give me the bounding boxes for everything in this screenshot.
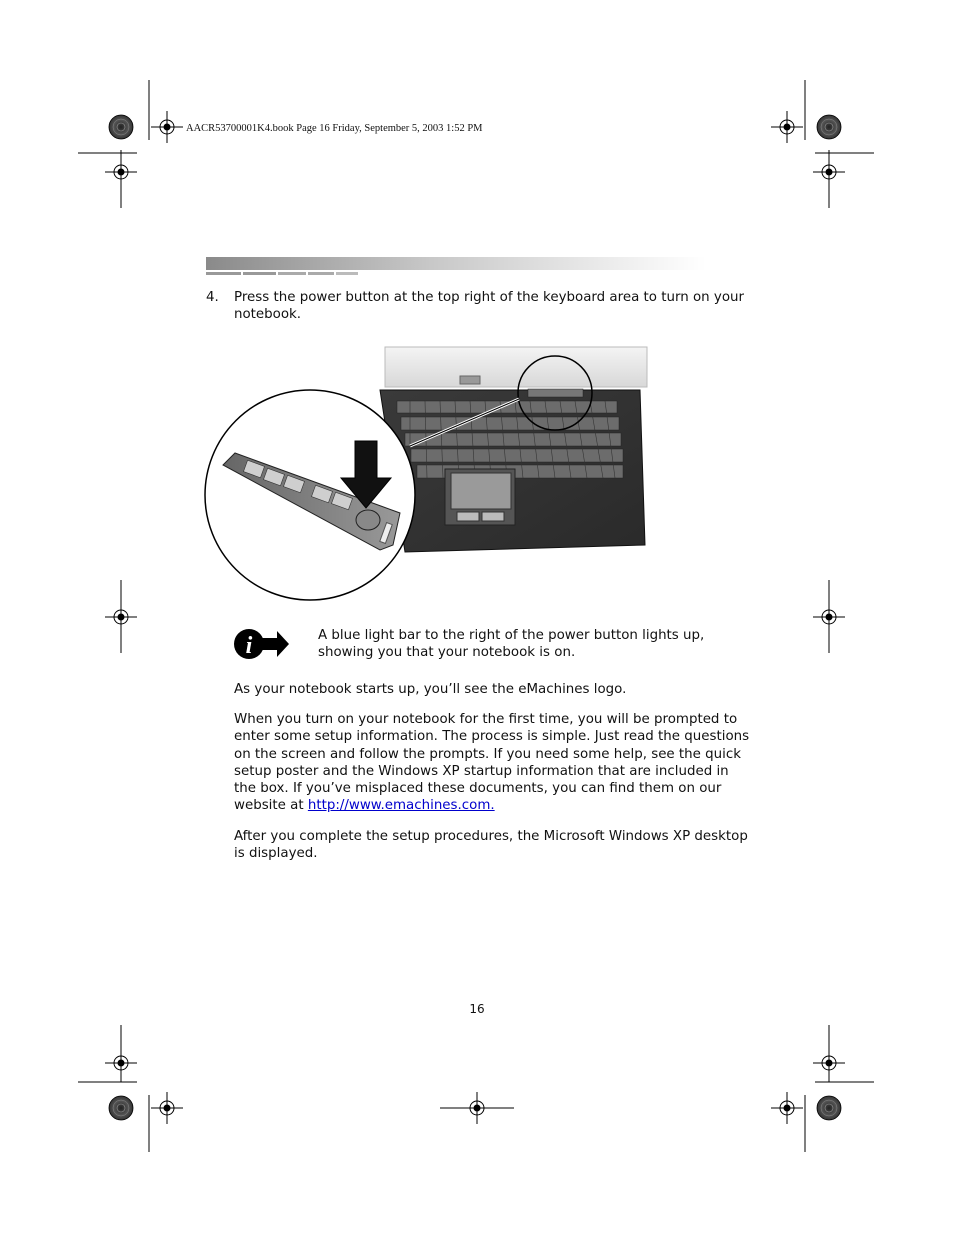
step-text: Press the power button at the top right of the keyboard area to turn on your notebook. <box>234 290 745 323</box>
note-text: A blue light bar to the right of the power button lights up, showing you that your notebook is on. <box>318 628 705 661</box>
paragraph-setup-text: When you turn on your notebook for the first time, you will be prompted to enter some setup information. The process is simple. Just read the questions on the screen and follow the prompts. If you need some help, see the quick setup poster and the Windows XP startup information that are included in the box. If you’ve misplaced these documents, you can find them on our website at <box>234 712 750 814</box>
emachines-website-link[interactable]: http://www.emachines.com. <box>307 798 495 814</box>
section-header-bar <box>206 257 706 277</box>
svg-text:i: i <box>245 633 253 659</box>
paragraph-setup <box>234 711 754 815</box>
power-button-illustration <box>205 345 655 605</box>
paragraph-desktop: After you complete the setup procedures, the Microsoft Windows XP desktop is displayed. <box>234 829 748 862</box>
info-arrow-icon <box>233 627 289 661</box>
page-number: 16 <box>469 1002 485 1016</box>
book-file-info: AACR53700001K4.book Page 16 Friday, September 5, 2003 1:52 PM <box>186 123 483 134</box>
paragraph-startup: As your notebook starts up, you’ll see the eMachines logo. <box>234 682 627 697</box>
step-number: 4. <box>206 290 219 305</box>
